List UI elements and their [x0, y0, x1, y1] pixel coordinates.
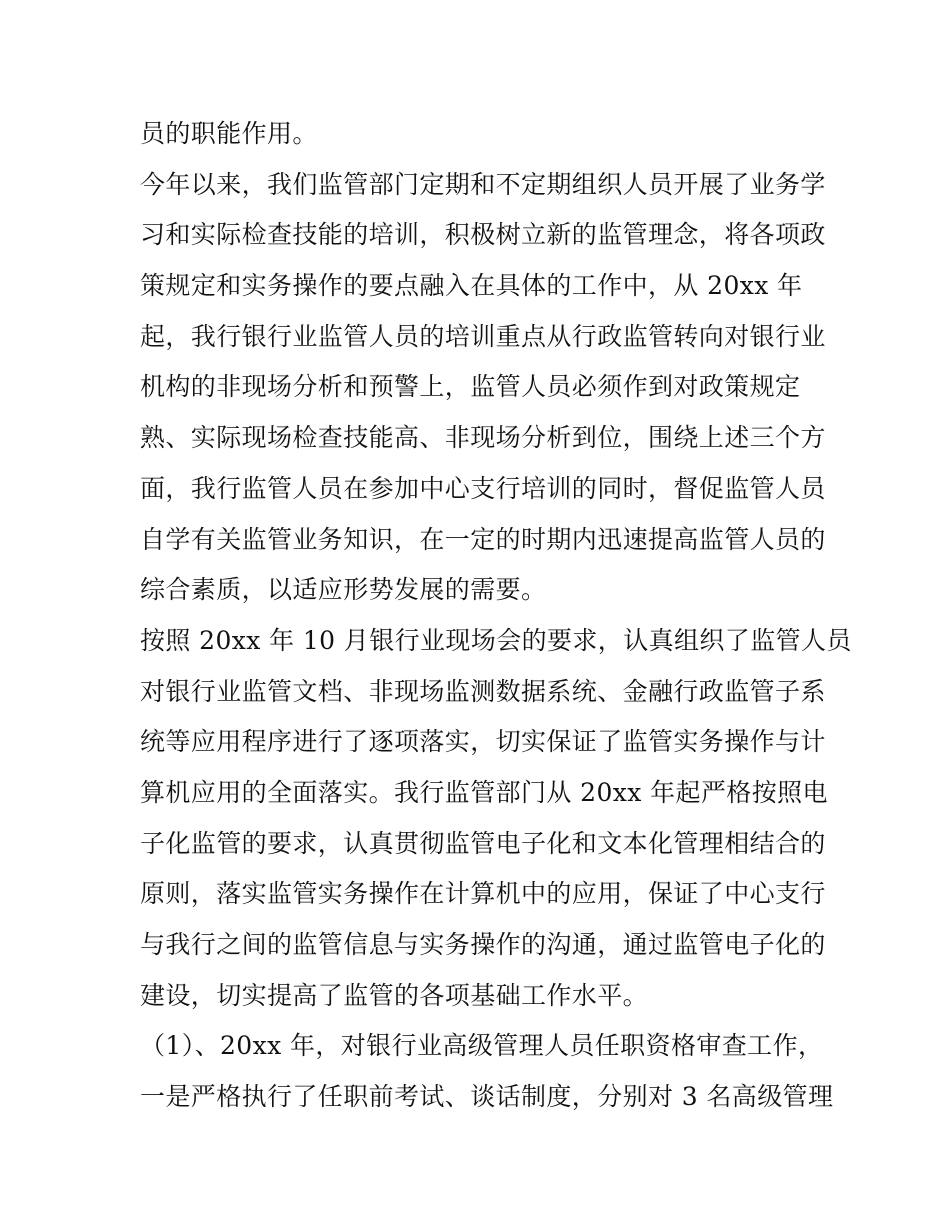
text-line: 机构的非现场分析和预警上，监管人员必须作到对政策规定 [140, 372, 801, 402]
text-line: （1）、20xx 年，对银行业高级管理人员任职资格审查工作， [140, 1031, 824, 1061]
text-line: 今年以来，我们监管部门定期和不定期组织人员开展了业务学 [140, 169, 826, 199]
text-line: 与我行之间的监管信息与实务操作的沟通，通过监管电子化的 [140, 930, 826, 959]
document-body [140, 109, 852, 1123]
text-line: 对银行业监管文档、非现场监测数据系统、金融行政监管子系 [140, 676, 826, 706]
text-line: 算机应用的全面落实。我行监管部门从 20xx 年起严格按照电 [140, 777, 828, 807]
text-line: 一是严格执行了任职前考试、谈话制度，分别对 3 名高级管理 [140, 1082, 834, 1112]
text-line: 策规定和实务操作的要点融入在具体的工作中，从 20xx 年 [140, 271, 803, 301]
text-line: 统等应用程序进行了逐项落实，切实保证了监管实务操作与计 [140, 727, 826, 757]
text-line: 综合素质，以适应形势发展的需要。 [140, 575, 547, 605]
text-line: 原则，落实监管实务操作在计算机中的应用，保证了中心支行 [140, 879, 826, 909]
text-line: 建设，切实提高了监管的各项基础工作水平。 [140, 980, 649, 1010]
text-line: 按照 20xx 年 10 月银行业现场会的要求，认真组织了监管人员 [140, 625, 852, 655]
text-line: 起，我行银行业监管人员的培训重点从行政监管转向对银行业 [140, 321, 826, 351]
text-line: 子化监管的要求，认真贯彻监管电子化和文本化管理相结合的 [140, 828, 826, 858]
text-line: 面，我行监管人员在参加中心支行培训的同时，督促监管人员 [140, 473, 826, 503]
text-line: 自学有关监管业务知识，在一定的时期内迅速提高监管人员的 [140, 524, 826, 554]
text-line: 熟、实际现场检查技能高、非现场分析到位，围绕上述三个方 [140, 423, 826, 453]
text-line: 员的职能作用。 [140, 119, 318, 148]
text-line: 习和实际检查技能的培训，积极树立新的监管理念，将各项政 [140, 220, 826, 250]
